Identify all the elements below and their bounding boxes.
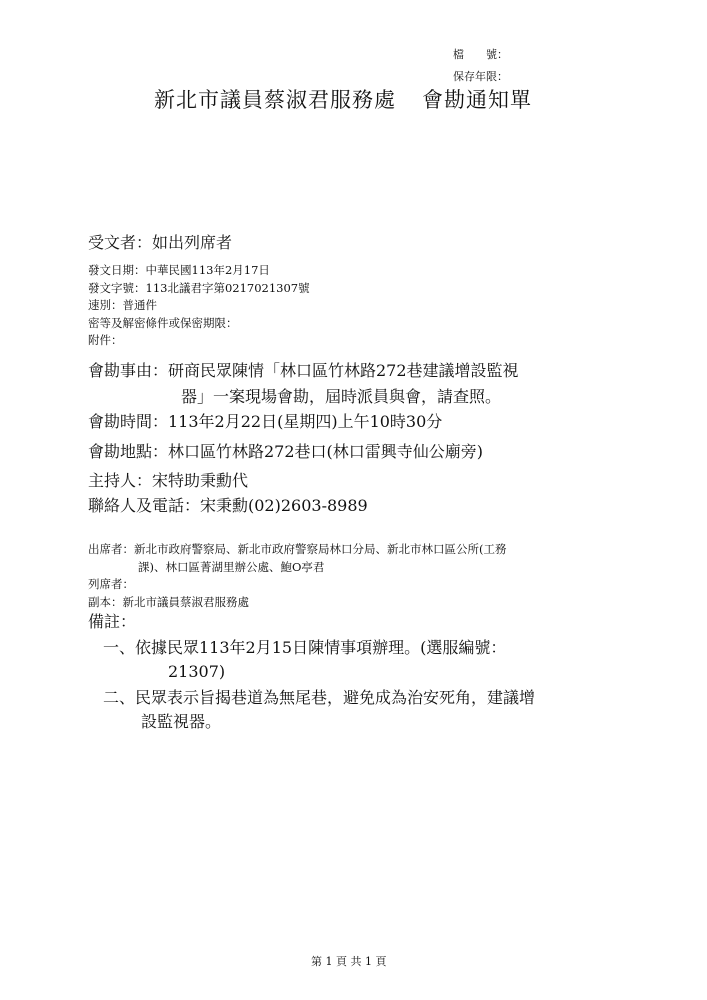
inspection-host: 主持人：宋特助秉勳代 (88, 471, 249, 490)
note-item-1 (103, 636, 506, 684)
organization-name: 新北市議員蔡淑君服務處 (154, 88, 396, 112)
secrecy-level: 密等及解密條件或保密期限： (88, 315, 238, 330)
note-line: 一、依據民眾113年2月15日陳情事項辦理。(選服編號： (103, 638, 507, 657)
inspection-reason (88, 358, 519, 410)
note-line: 設監視器。 (141, 712, 222, 731)
inspection-reason-line: 會勘事由：研商民眾陳情「林口區竹林路272巷建議增設監視 (88, 361, 519, 380)
speed-class: 速別：普通件 (88, 298, 157, 312)
document-title (154, 84, 532, 114)
issue-date: 發文日期：中華民國113年2月17日 (88, 263, 270, 277)
notes-heading: 備註： (88, 612, 137, 631)
contact-info: 聯絡人及電話：宋秉勳(02)2603-8989 (88, 496, 368, 515)
distribution-list (88, 541, 506, 611)
file-number-label: 檔 號： (453, 48, 508, 61)
attendees-continued: 課)、林口區菁湖里辦公處、鮑O亭君 (138, 559, 325, 574)
retention-period-label: 保存年限： (453, 70, 508, 83)
attendees: 出席者：新北市政府警察局、新北市政府警察局林口分局、新北市林口區公所(工務 (88, 542, 507, 556)
note-line: 21307) (168, 662, 226, 681)
note-line: 二、民眾表示旨揭巷道為無尾巷，避免成為治安死角，建議增 (103, 688, 536, 707)
inspection-reason-line: 器」一案現場會勘，屆時派員與會，請查照。 (181, 387, 502, 406)
recipient: 受文者：如出列席者 (88, 233, 233, 252)
inspection-location: 會勘地點：林口區竹林路272巷口(林口雷興寺仙公廟旁) (88, 442, 484, 461)
observers: 列席者： (88, 577, 134, 591)
issue-info (88, 262, 310, 350)
attachment: 附件： (88, 333, 123, 347)
note-item-2 (103, 686, 535, 734)
inspection-time: 會勘時間：113年2月22日(星期四)上午10時30分 (88, 412, 443, 431)
copy-recipients: 副本：新北市議員蔡淑君服務處 (88, 594, 249, 609)
issue-number: 發文字號：113北議君字第0217021307號 (88, 280, 310, 295)
page-number: 第 1 頁 共 1 頁 (311, 955, 387, 968)
document-type: 會勘通知單 (422, 88, 532, 112)
